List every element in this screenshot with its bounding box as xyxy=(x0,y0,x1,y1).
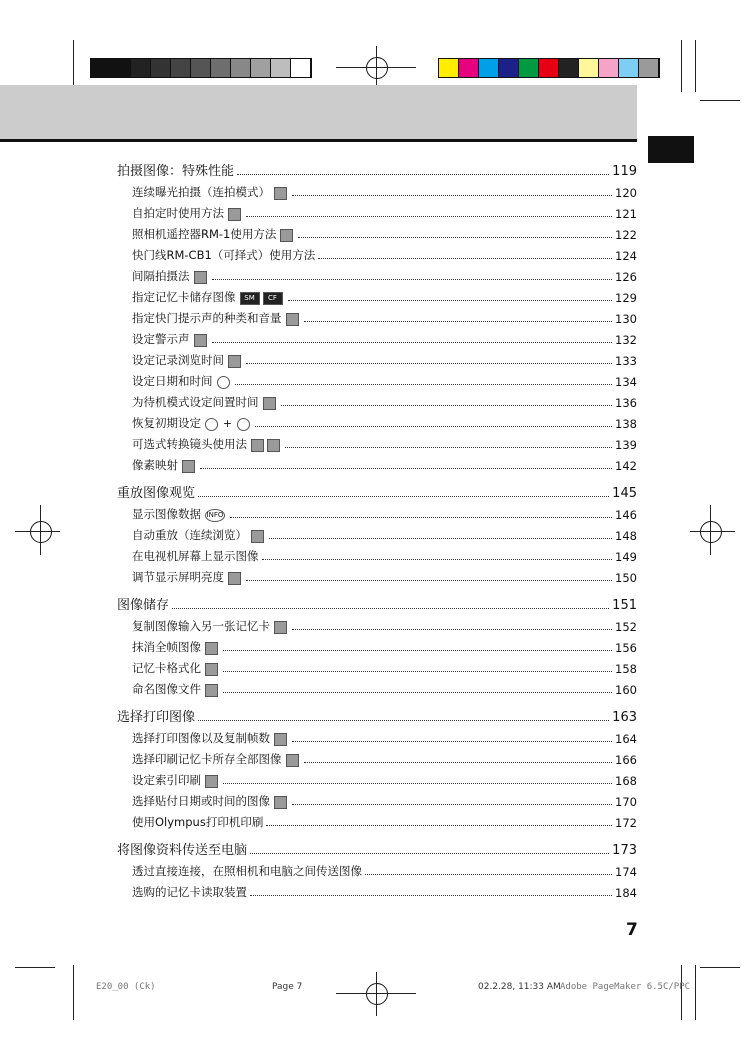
sleep-icon xyxy=(263,397,276,410)
leader-dots xyxy=(246,215,612,217)
toc-title: 设定记录浏览时间 xyxy=(132,353,224,367)
swatch xyxy=(439,59,459,77)
print-all-icon xyxy=(286,754,299,767)
toc-entry[interactable] xyxy=(117,410,637,431)
toc-entry[interactable] xyxy=(117,522,637,543)
file-name-icon xyxy=(205,684,218,697)
cf-card-icon: CF xyxy=(263,292,283,305)
toc-entry[interactable] xyxy=(117,767,637,788)
leader-dots xyxy=(223,670,612,672)
footer-file: E20_00 (Ck) xyxy=(96,982,156,992)
toc-page: 160 xyxy=(615,683,637,697)
toc-entry[interactable] xyxy=(117,389,637,410)
toc-entry[interactable] xyxy=(117,634,637,655)
toc-entry[interactable] xyxy=(117,788,637,809)
lens-icon xyxy=(251,439,264,452)
toc-title: 可选式转换镜头使用法 xyxy=(132,437,247,451)
toc-title: 在电视机屏幕上显示图像 xyxy=(132,549,259,563)
toc-page: 129 xyxy=(615,291,637,305)
registration-mark xyxy=(366,57,388,79)
toc-title: 像素映射 xyxy=(132,458,178,472)
leader-dots xyxy=(288,299,613,301)
clock-icon xyxy=(217,376,230,389)
toc-title: 自动重放（连续浏览） xyxy=(132,528,247,542)
leader-dots xyxy=(304,761,613,763)
toc-entry[interactable] xyxy=(117,746,637,767)
grayscale-bar xyxy=(90,58,312,78)
leader-dots xyxy=(200,467,612,469)
registration-mark xyxy=(700,521,722,543)
page-number: 7 xyxy=(626,920,638,940)
toc-entry[interactable] xyxy=(117,326,637,347)
toc-title: 设定日期和时间 xyxy=(132,374,213,388)
leader-dots xyxy=(292,803,612,805)
print-icon xyxy=(274,733,287,746)
leader-dots xyxy=(223,691,612,693)
registration-mark xyxy=(366,983,388,1005)
crop-mark xyxy=(681,965,682,1020)
toc-page: 120 xyxy=(615,186,637,200)
index-print-icon xyxy=(205,775,218,788)
toc-title: 图像储存 xyxy=(117,598,170,613)
registration-mark xyxy=(376,46,377,90)
toc-title: 恢复初期设定 xyxy=(132,416,201,430)
toc-page: 152 xyxy=(615,620,637,634)
swatch xyxy=(619,59,639,77)
toc-entry[interactable] xyxy=(117,200,637,221)
toc-entry[interactable] xyxy=(117,452,637,473)
toc-page: 164 xyxy=(615,732,637,746)
leader-dots xyxy=(298,236,612,238)
swatch xyxy=(639,59,659,77)
toc-title: 自拍定时使用方法 xyxy=(132,206,224,220)
toc-page: 158 xyxy=(615,662,637,676)
leader-dots xyxy=(304,320,613,322)
registration-mark xyxy=(376,972,377,1016)
toc-page: 119 xyxy=(612,164,637,179)
swatch xyxy=(539,59,559,77)
swatch xyxy=(171,59,191,77)
swatch xyxy=(271,59,291,77)
registration-mark xyxy=(30,521,52,543)
toc-page: 151 xyxy=(612,598,637,613)
swatch xyxy=(191,59,211,77)
leader-dots xyxy=(223,782,612,784)
toc-title: 调节显示屏明亮度 xyxy=(132,570,224,584)
toc-title: 间隔拍摄法 xyxy=(132,269,190,283)
leader-dots xyxy=(212,278,613,280)
toc-page: 174 xyxy=(615,865,637,879)
crop-mark xyxy=(700,100,740,101)
swatch xyxy=(211,59,231,77)
toc-page: 163 xyxy=(612,710,637,725)
toc-page: 170 xyxy=(615,795,637,809)
toc-title: 指定记忆卡储存图像 xyxy=(132,290,236,304)
toc-title: 指定快门提示声的种类和音量 xyxy=(132,311,282,325)
erase-all-icon xyxy=(205,642,218,655)
toc-entry[interactable] xyxy=(117,564,637,585)
swatch xyxy=(111,59,131,77)
toc-page: 173 xyxy=(612,843,637,858)
toc-section[interactable] xyxy=(117,479,637,501)
leader-dots xyxy=(285,446,612,448)
leader-dots xyxy=(262,558,613,560)
leader-dots xyxy=(235,383,613,385)
leader-dots xyxy=(230,516,612,518)
toc-section[interactable] xyxy=(117,157,637,179)
toc-page: 142 xyxy=(615,459,637,473)
shutter-sound-icon xyxy=(286,313,299,326)
leader-dots xyxy=(237,173,609,175)
toc-entry[interactable] xyxy=(117,368,637,389)
toc-title: 使用Olympus打印机印刷 xyxy=(132,815,264,829)
leader-dots xyxy=(318,257,612,259)
toc-entry[interactable] xyxy=(117,676,637,697)
toc-page: 146 xyxy=(615,508,637,522)
crop-mark xyxy=(681,40,682,92)
toc-entry[interactable] xyxy=(117,501,637,522)
plus-icon: + xyxy=(222,417,233,430)
crop-mark xyxy=(15,967,55,968)
toc-title: 复制图像输入另一张记忆卡 xyxy=(132,619,270,633)
toc-title: 抹消全帧图像 xyxy=(132,640,201,654)
swatch xyxy=(151,59,171,77)
toc-page: 148 xyxy=(615,529,637,543)
registration-mark xyxy=(15,531,60,532)
toc-title: 选择打印图像以及复制帧数 xyxy=(132,731,270,745)
remote-icon xyxy=(280,229,293,242)
toc-page: 134 xyxy=(615,375,637,389)
leader-dots xyxy=(292,194,612,196)
toc-page: 122 xyxy=(615,228,637,242)
footer-page: Page 7 xyxy=(272,982,303,992)
toc-entry[interactable] xyxy=(117,858,637,879)
toc-title: 选择贴付日期或时间的图像 xyxy=(132,794,270,808)
toc-entry[interactable] xyxy=(117,613,637,634)
converter-icon xyxy=(267,439,280,452)
toc-page: 126 xyxy=(615,270,637,284)
toc-title: 将图像资料传送至电脑 xyxy=(117,843,248,858)
swatch xyxy=(499,59,519,77)
toc-entry[interactable] xyxy=(117,305,637,326)
chapter-tab xyxy=(648,136,694,163)
leader-dots xyxy=(198,719,609,721)
toc-title: 选购的记忆卡读取装置 xyxy=(132,885,247,899)
toc-page: 156 xyxy=(615,641,637,655)
toc-title: 拍摄图像：特殊性能 xyxy=(117,164,235,179)
toc-title: 透过直接连接，在照相机和电脑之间传送图像 xyxy=(132,864,362,878)
swatch xyxy=(91,59,111,77)
swatch xyxy=(599,59,619,77)
format-icon xyxy=(205,663,218,676)
toc-title: 设定警示声 xyxy=(132,332,190,346)
toc-page: 138 xyxy=(615,417,637,431)
toc-title: 快门线RM-CB1（可择式）使用方法 xyxy=(132,248,316,262)
toc-page: 132 xyxy=(615,333,637,347)
header-rule xyxy=(0,139,637,142)
toc-section[interactable] xyxy=(117,836,637,858)
footer-app: Adobe PageMaker 6.5C/PPC xyxy=(560,982,691,992)
interval-icon xyxy=(194,271,207,284)
swatch xyxy=(519,59,539,77)
toc-section[interactable] xyxy=(117,591,637,613)
toc-page: 150 xyxy=(615,571,637,585)
crop-mark xyxy=(695,965,696,1020)
toc-page: 136 xyxy=(615,396,637,410)
toc-page: 149 xyxy=(615,550,637,564)
crop-mark xyxy=(695,40,696,92)
pixel-map-icon xyxy=(182,460,195,473)
toc-entry[interactable] xyxy=(117,809,637,830)
self-timer-icon xyxy=(228,208,241,221)
swatch xyxy=(459,59,479,77)
leader-dots xyxy=(292,628,612,630)
toc-page: 184 xyxy=(615,886,637,900)
leader-dots xyxy=(223,649,612,651)
toc-title: 选择打印图像 xyxy=(117,710,196,725)
leader-dots xyxy=(266,824,612,826)
toc-entry[interactable] xyxy=(117,263,637,284)
toc-title: 命名图像文件 xyxy=(132,682,201,696)
slideshow-icon xyxy=(251,530,264,543)
leader-dots xyxy=(281,404,613,406)
registration-mark xyxy=(710,505,711,555)
info-icon: INFO xyxy=(205,509,225,522)
toc-entry[interactable] xyxy=(117,179,637,200)
crop-mark xyxy=(73,965,74,1020)
leader-dots xyxy=(255,425,612,427)
leader-dots xyxy=(269,537,612,539)
header-band xyxy=(0,85,637,139)
toc-entry[interactable] xyxy=(117,221,637,242)
leader-dots xyxy=(172,607,609,609)
toc-title: 连续曝光拍摄（连拍模式） xyxy=(132,185,270,199)
swatch xyxy=(579,59,599,77)
leader-dots xyxy=(246,362,612,364)
toc-page: 130 xyxy=(615,312,637,326)
leader-dots xyxy=(250,852,609,854)
toc-title: 设定索引印刷 xyxy=(132,773,201,787)
toc-entry[interactable] xyxy=(117,431,637,452)
toc-page: 133 xyxy=(615,354,637,368)
toc-page: 121 xyxy=(615,207,637,221)
toc-page: 124 xyxy=(615,249,637,263)
toc-section[interactable] xyxy=(117,703,637,725)
toc-page: 139 xyxy=(615,438,637,452)
beep-icon xyxy=(194,334,207,347)
leader-dots xyxy=(198,495,609,497)
leader-dots xyxy=(250,894,612,896)
swatch xyxy=(231,59,251,77)
toc-page: 145 xyxy=(612,486,637,501)
reset-icon xyxy=(205,418,218,431)
leader-dots xyxy=(292,740,612,742)
toc-title: 照相机遥控器RM-1使用方法 xyxy=(132,227,277,241)
toc-title: 为待机模式设定间置时间 xyxy=(132,395,259,409)
toc-entry[interactable] xyxy=(117,879,637,900)
power-icon xyxy=(237,418,250,431)
toc-page: 172 xyxy=(615,816,637,830)
leader-dots xyxy=(246,579,612,581)
toc-entry[interactable] xyxy=(117,725,637,746)
swatch xyxy=(559,59,579,77)
toc-title: 重放图像观览 xyxy=(117,486,196,501)
date-print-icon xyxy=(274,796,287,809)
color-bar xyxy=(438,58,660,78)
toc-title: 记忆卡格式化 xyxy=(132,661,201,675)
crop-mark xyxy=(700,967,740,968)
toc-page: 166 xyxy=(615,753,637,767)
swatch xyxy=(131,59,151,77)
rec-view-icon xyxy=(228,355,241,368)
sm-card-icon: SM xyxy=(240,292,260,305)
copy-icon xyxy=(274,621,287,634)
toc-entry[interactable] xyxy=(117,242,637,263)
toc-entry[interactable] xyxy=(117,347,637,368)
swatch xyxy=(251,59,271,77)
toc-title: 显示图像数据 xyxy=(132,507,201,521)
toc-entry[interactable] xyxy=(117,655,637,676)
sequential-icon xyxy=(274,187,287,200)
leader-dots xyxy=(212,341,613,343)
registration-mark xyxy=(690,531,735,532)
registration-mark xyxy=(40,505,41,555)
swatch xyxy=(479,59,499,77)
toc-entry[interactable] xyxy=(117,284,637,305)
footer-date: 02.2.28, 11:33 AM xyxy=(478,982,561,992)
toc-entry[interactable] xyxy=(117,543,637,564)
table-of-contents xyxy=(117,157,637,900)
brightness-icon xyxy=(228,572,241,585)
leader-dots xyxy=(365,873,612,875)
toc-page: 168 xyxy=(615,774,637,788)
swatch xyxy=(291,59,311,77)
toc-title: 选择印刷记忆卡所存全部图像 xyxy=(132,752,282,766)
